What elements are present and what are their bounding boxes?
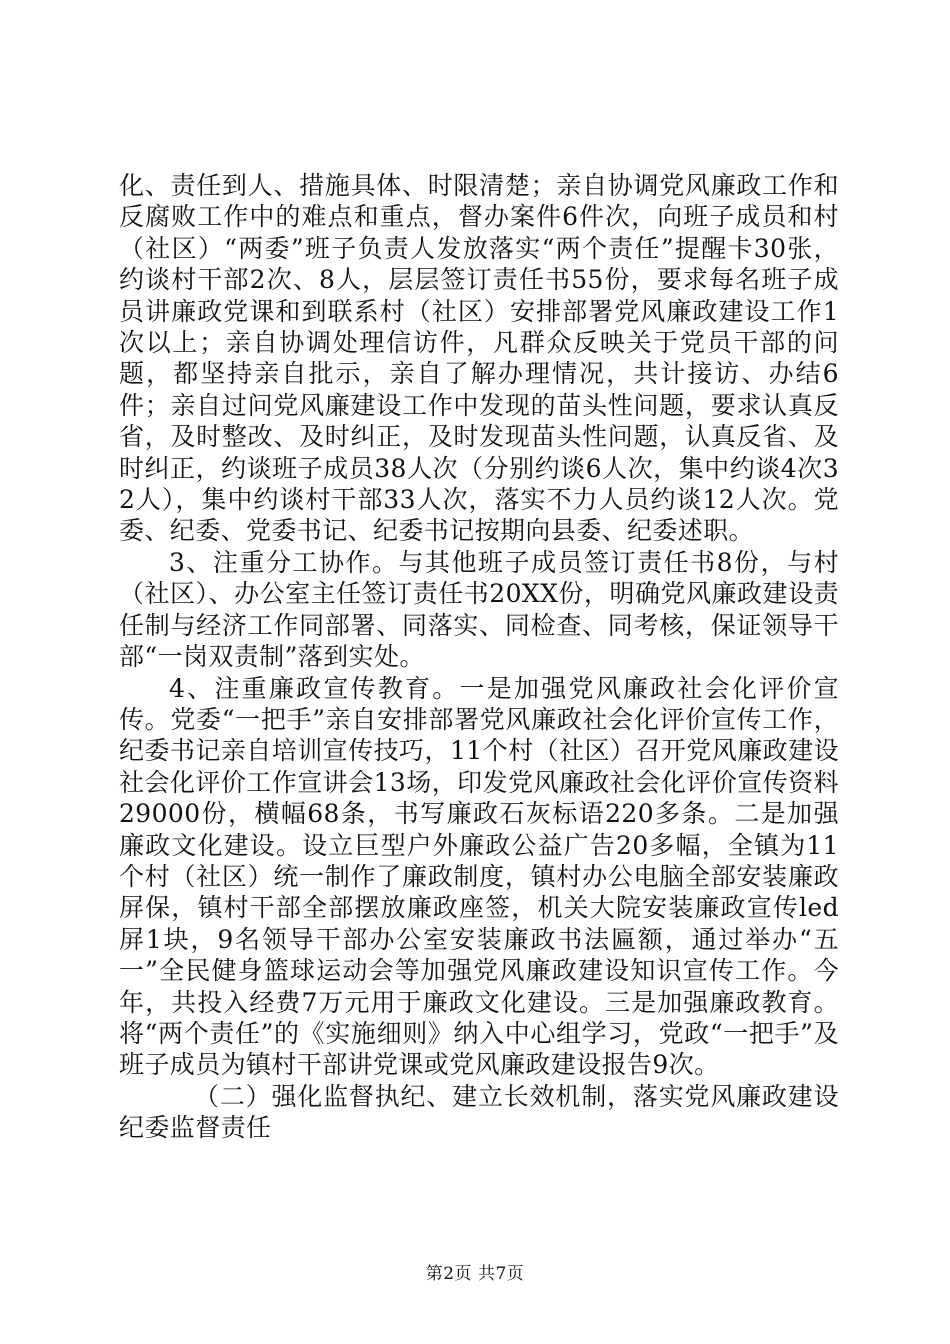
paragraph-responsibility-details: 化、责任到人、措施具体、时限清楚；亲自协调党风廉政工作和反腐败工作中的难点和重点，督办案件6件次，向班子成员和村（社区）“两委”班子负责人发放落实“两个责任”提醒卡30张，约谈村干部2次、8人，层层签订责任书55份，要求每名班子成员讲廉政党课和到联系村（社区）安排部署党风廉政建设工作1次以上；亲自协调处理信访件，凡群众反映关于党员干部的问题，都坚持亲自批示，亲自了解办理情况，共计接访、办结6件；亲自过问党风廉建设工作中发现的苗头性问题，要求认真反省，及时整改、及时纠正，及时发现苗头性问题，认真反省、及时纠正，约谈班子成员38人次（分别约谈6人次，集中约谈4次32人），集中约谈村干部33人次，落实不力人员约谈12人次。党委、纪委、党委书记、纪委书记按期向县委、纪委述职。 <box>119 171 839 546</box>
paragraph-integrity-education: 4、注重廉政宣传教育。一是加强党风廉政社会化评价宣传。党委“一把手”亲自安排部署党风廉政社会化评价宣传工作，纪委书记亲自培训宣传技巧，11个村（社区）召开党风廉政建设社会化评价工作宣讲会13场，印发党风廉政社会化评价宣传资料29000份，横幅68条，书写廉政石灰标语220多条。二是加强廉政文化建设。设立巨型户外廉政公益广告20多幅，全镇为11个村（社区）统一制作了廉政制度，镇村办公电脑全部安装廉政屏保，镇村干部全部摆放廉政座签，机关大院安装廉政宣传led屏1块，9名领导干部办公室安装廉政书法匾额，通过举办“五一”全民健身篮球运动会等加强党风廉政建设知识宣传工作。今年，共投入经费7万元用于廉政文化建设。三是加强廉政教育。将“两个责任”的《实施细则》纳入中心组学习，党政“一把手”及班子成员为镇村干部讲党课或党风廉政建设报告9次。 <box>119 673 839 1080</box>
document-body <box>119 170 839 1144</box>
paragraph-division-cooperation: 3、注重分工协作。与其他班子成员签订责任书8份，与村（社区）、办公室主任签订责任书20XX份，明确党风廉政建设责任制与经济工作同部署、同落实、同检查、同考核，保证领导干部“一岗双责制”落到实处。 <box>119 547 839 672</box>
page-number-footer: 第2页 共7页 <box>425 1264 525 1284</box>
section-heading-supervision: （二）强化监督执纪、建立长效机制，落实党风廉政建设纪委监督责任 <box>119 1081 839 1143</box>
